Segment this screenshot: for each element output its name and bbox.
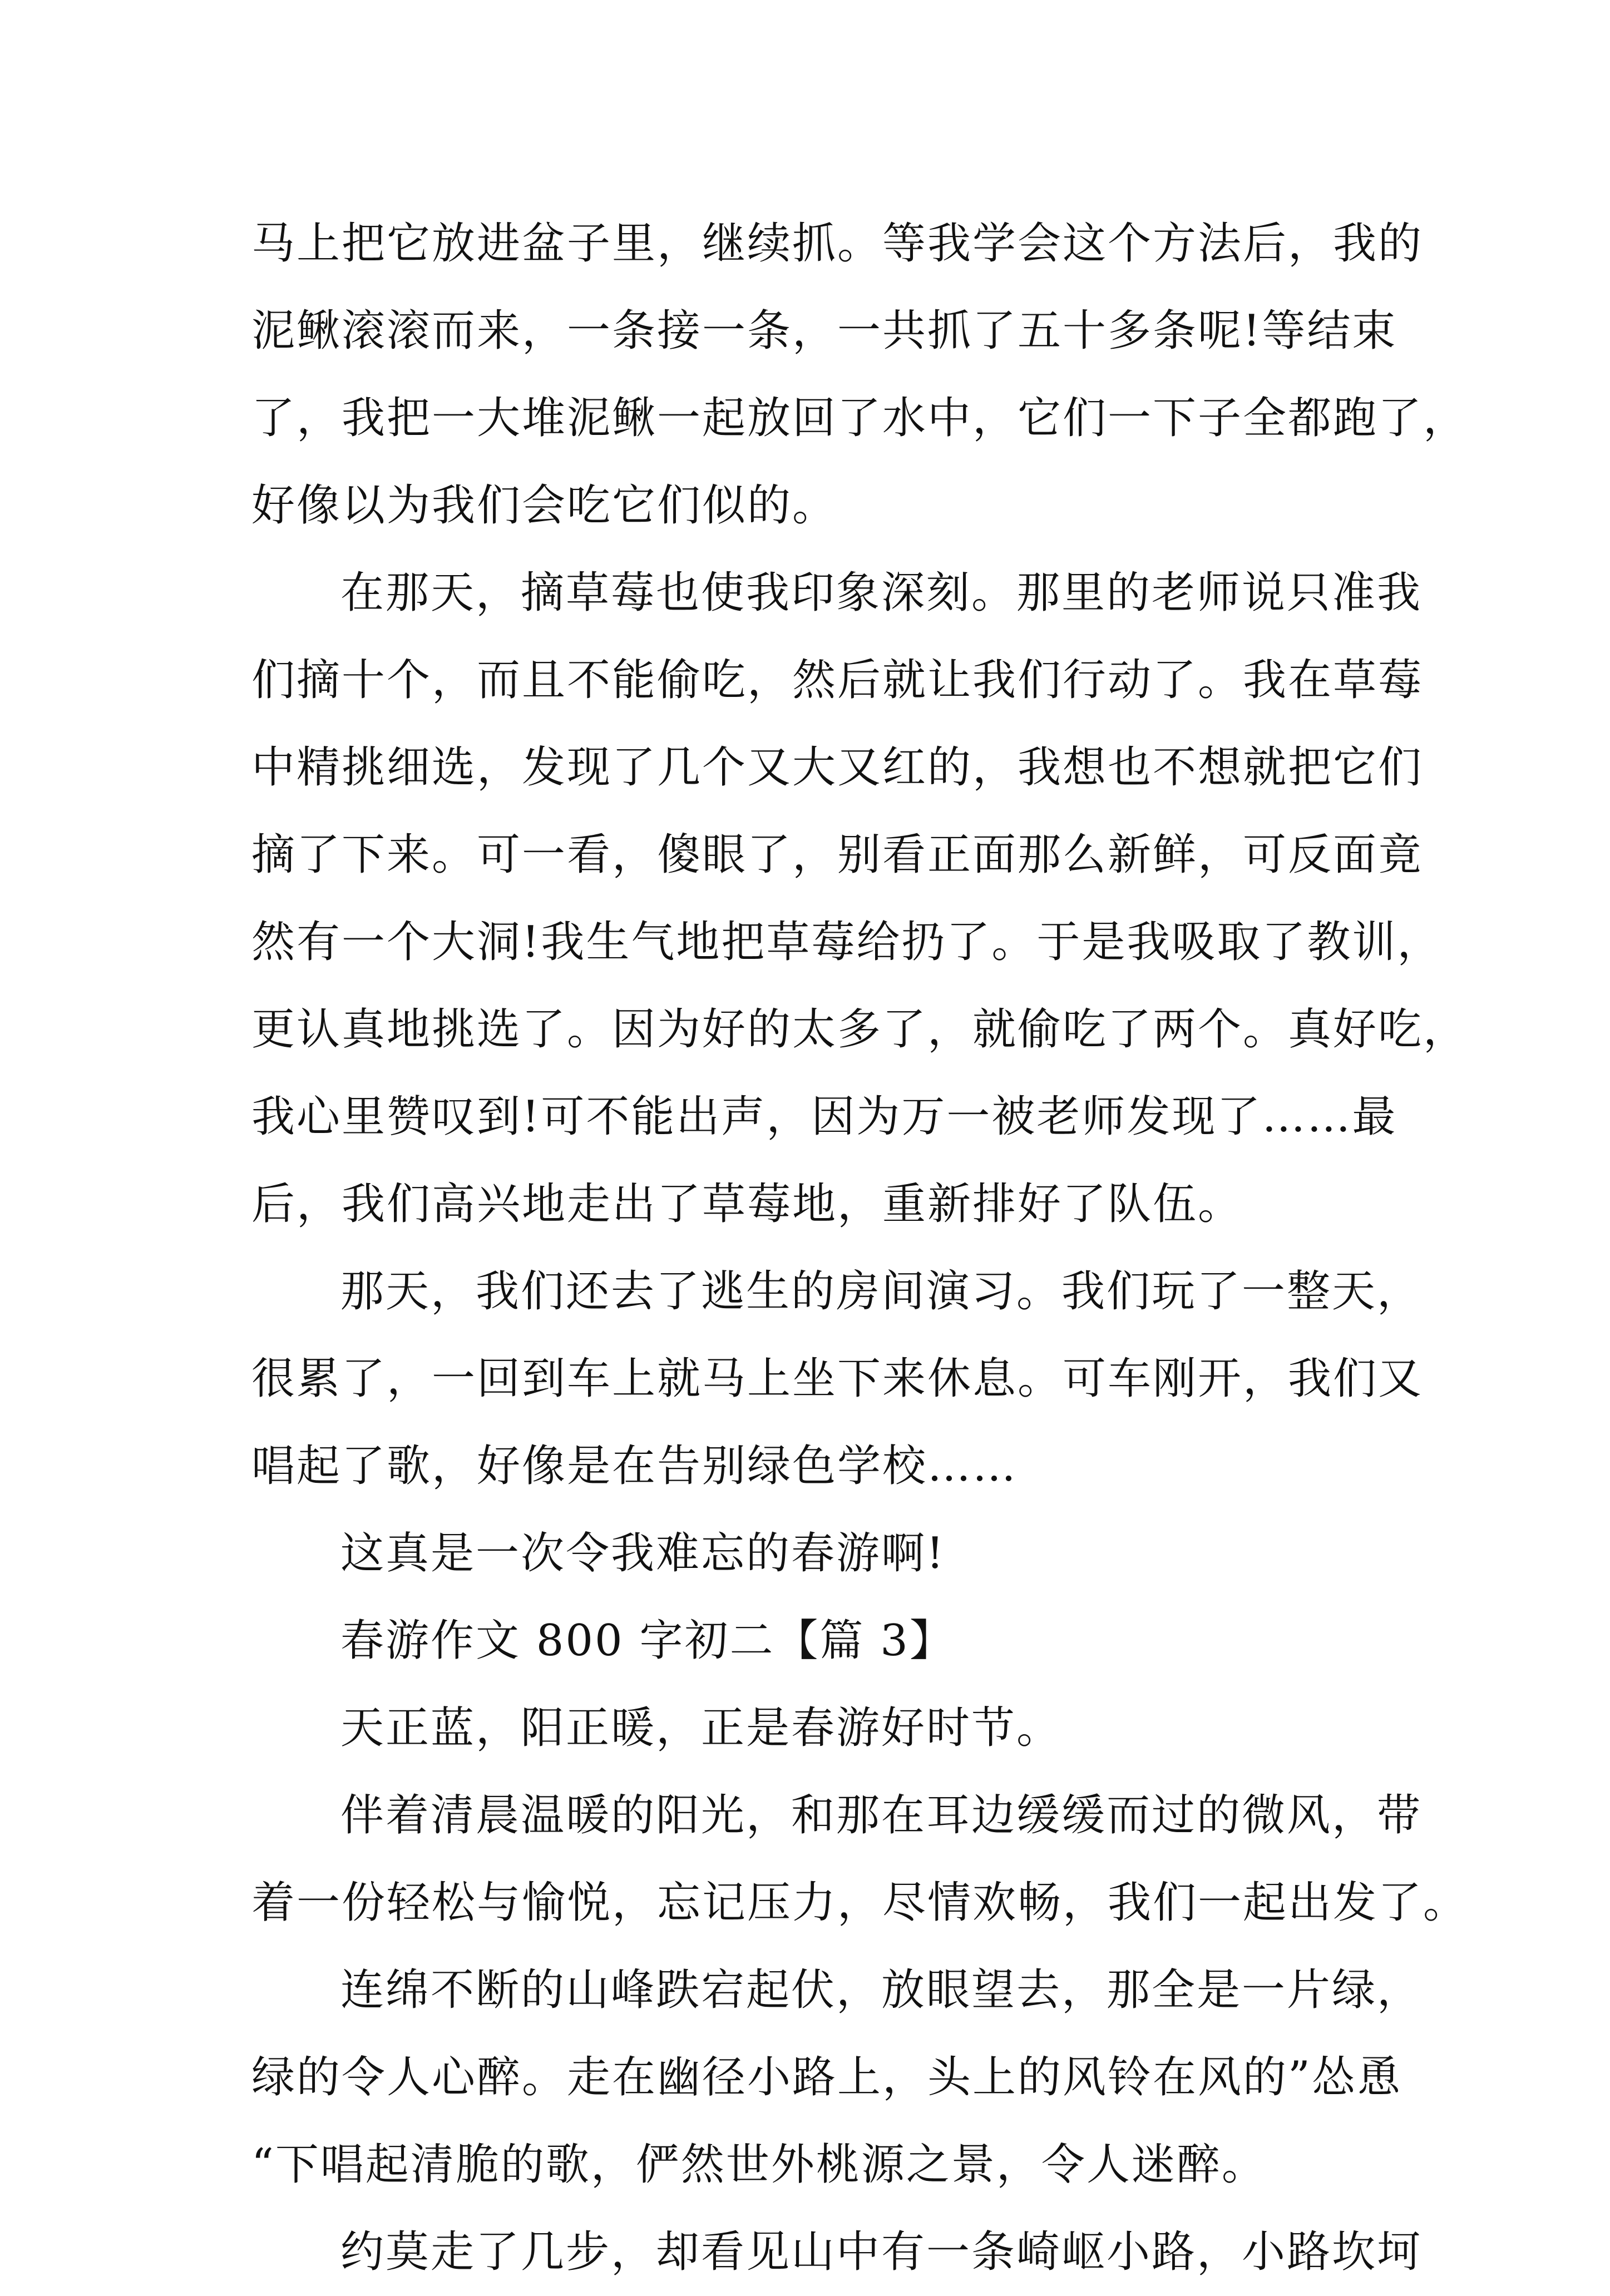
text-line: “下唱起清脆的歌，俨然世外桃源之景，令人迷醉。 xyxy=(251,2140,1267,2190)
text-line: 很累了，一回到车上就马上坐下来休息。可车刚开，我们又 xyxy=(251,1354,1424,1404)
text-line: 马上把它放进盆子里，继续抓。等我学会这个方法后，我的 xyxy=(251,219,1424,269)
text-line: 们摘十个，而且不能偷吃，然后就让我们行动了。我在草莓 xyxy=(251,655,1424,705)
text-line: 了，我把一大堆泥鳅一起放回了水中，它们一下子全都跑了， xyxy=(251,393,1469,443)
text-line: 摘了下来。可一看，傻眼了，别看正面那么新鲜，可反面竟 xyxy=(251,830,1424,880)
paragraph-start-line: 约莫走了几步，却看见山中有一条崎岖小路，小路坎坷 xyxy=(340,2227,1423,2277)
text-line: 我心里赞叹到!可不能出声，因为万一被老师发现了……最 xyxy=(251,1092,1397,1142)
essay-text xyxy=(251,200,1469,2296)
paragraph-start-line: 伴着清晨温暖的阳光，和那在耳边缓缓而过的微风，带 xyxy=(340,1790,1423,1840)
paragraph-start-line: 在那天，摘草莓也使我印象深刻。那里的老师说只准我 xyxy=(340,568,1423,618)
section-heading: 春游作文 800 字初二【篇 3】 xyxy=(340,1616,955,1666)
text-line: 着一份轻松与愉悦，忘记压力，尽情欢畅，我们一起出发了。 xyxy=(251,1878,1469,1928)
text-line: 更认真地挑选了。因为好的太多了，就偷吃了两个。真好吃， xyxy=(251,1004,1469,1055)
text-line: 绿的令人心醉。走在幽径小路上，头上的风铃在风的”怂恿 xyxy=(251,2052,1402,2102)
text-line: 中精挑细选，发现了几个又大又红的，我想也不想就把它们 xyxy=(251,743,1424,793)
paragraph-start-line: 这真是一次令我难忘的春游啊! xyxy=(340,1528,946,1578)
text-line: 后，我们高兴地走出了草莓地，重新排好了队伍。 xyxy=(251,1179,1243,1229)
text-line: 然有一个大洞!我生气地把草莓给扔了。于是我吸取了教训， xyxy=(251,917,1443,967)
paragraph-start-line: 那天，我们还去了逃生的房间演习。我们玩了一整天， xyxy=(340,1266,1423,1317)
paragraph-start-line: 连绵不断的山峰跌宕起伏，放眼望去，那全是一片绿， xyxy=(340,1965,1423,2015)
paragraph-start-line: 天正蓝，阳正暖，正是春游好时节。 xyxy=(340,1703,1062,1753)
text-line: 泥鳅滚滚而来，一条接一条，一共抓了五十多条呢!等结束 xyxy=(251,306,1397,356)
text-line: 唱起了歌，好像是在告别绿色学校…… xyxy=(251,1441,1018,1491)
text-line: 好像以为我们会吃它们似的。 xyxy=(251,481,838,531)
